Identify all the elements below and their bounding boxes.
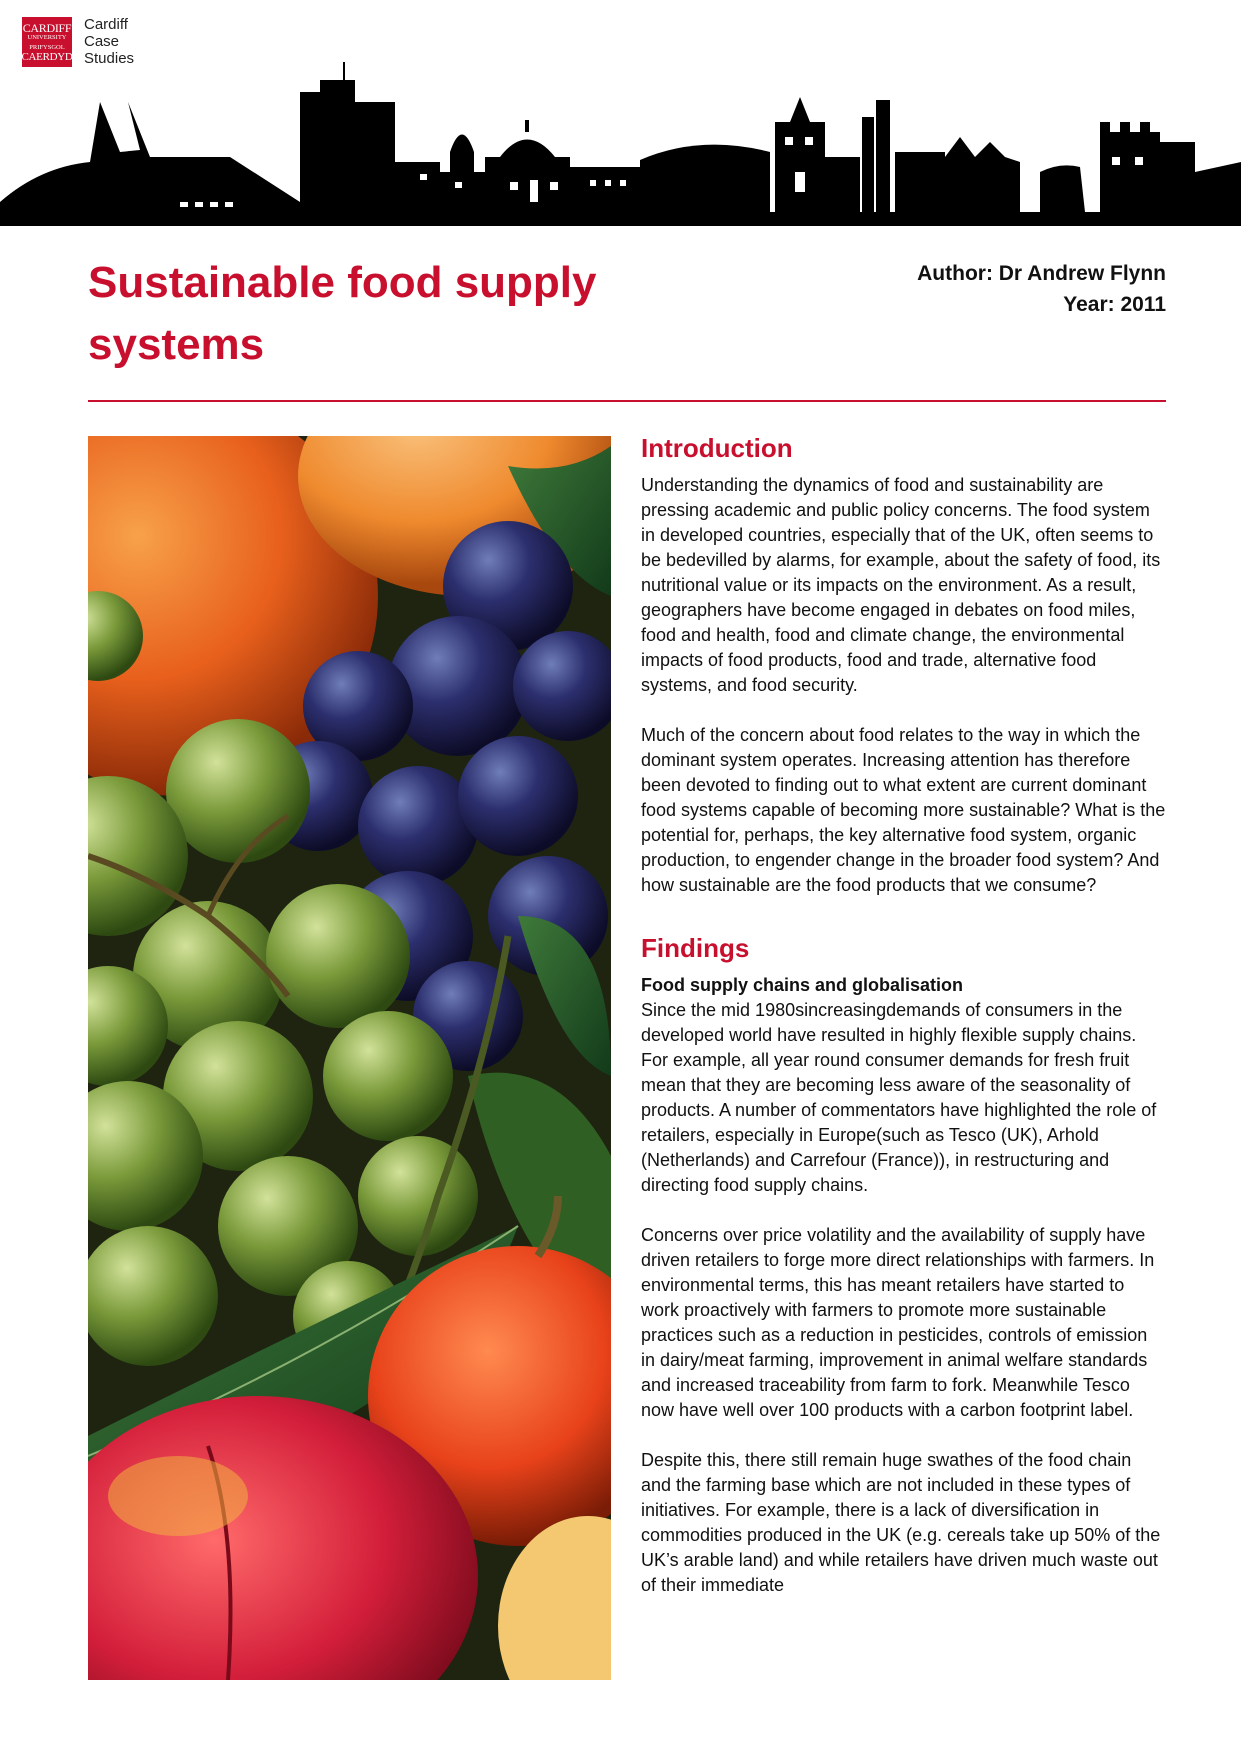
logo-line-4: CAERDYD [21,50,73,63]
series-name-line: Case [84,33,120,50]
logo-line-1: CARDIFF [22,20,72,35]
findings-paragraph: Despite this, there still remain huge swathes of the food chain and the farming base which are not included in these types of initiatives. For example, there is a lack of diversification in commodities produced in the UK (e.g. cereals take up 50% of the UK’s arable land) and while retailers have driven much waste out of their immediate [641,1450,1161,1595]
series-name-line: Cardiff [84,16,128,33]
cardiff-skyline-banner [0,62,1241,226]
findings-subheading: Food supply chains and globalisation [641,975,964,995]
findings-paragraph: Since the mid 1980sincreasingdemands of consumers in the developed world have resulted in highly flexible supply chains. For example, all year round consumer demands for fresh fruit mean that they are becoming less aware of the seasonality of products. A number of commentators have highlighted the role of retailers, especially in Europe(such as Tesco (UK), Arhold (Netherlands) and Carrefour (France)), in restructuring and directing food supply chains. [641,1000,1157,1195]
author-line: Author: Dr Andrew Flynn [917,262,1166,285]
introduction-paragraph: Much of the concern about food relates to the way in which the dominant system operates. Increasing attention has therefore been devoted to finding out to what extent are current dominant food systems capable of becoming more sustainable? What is the potential for, perhaps, the key alternative food system, organic production, to engender change in the broader food system? And how sustainable are the food products that we consume? [641,725,1166,895]
series-name [84,16,134,67]
logo-line-3: PRIFYSGOL [29,44,65,51]
findings-paragraph: Concerns over price volatility and the availability of supply have driven retailers to forge more direct relationships with farmers. In environmental terms, this has meant retailers have started to work proactively with farmers to promote more sustainable practices such as a reduction in pesticides, controls of emission in dairy/meat farming, improvement in animal welfare standards and increased traceability from farm to fork. Meanwhile Tesco now have well over 100 products with a carbon footprint label. [641,1225,1155,1420]
page-title: Sustainable food supply systems [88,258,597,369]
findings-heading: Findings [641,933,750,963]
series-name-line: Studies [84,50,135,67]
article-column [641,428,1166,1598]
introduction-heading: Introduction [641,433,793,463]
year-line: Year: 2011 [1063,293,1166,316]
introduction-paragraph: Understanding the dynamics of food and sustainability are pressing academic and public policy concerns. The food system in developed countries, especially that of the UK, often seems to be bedevilled by alarms, for example, about the safety of food, its nutritional value or its impacts on the environment. As a result, geographers have become engaged in debates on food miles, food and health, food and climate change, the environmental impacts of food products, food and trade, alternative food systems, and food security. [641,475,1161,695]
fruit-photo [88,436,611,1680]
author-year-block [917,258,1166,320]
logo-line-2: UNIVERSITY [27,33,67,41]
title-divider [88,400,1166,402]
cardiff-university-logo [22,17,72,67]
